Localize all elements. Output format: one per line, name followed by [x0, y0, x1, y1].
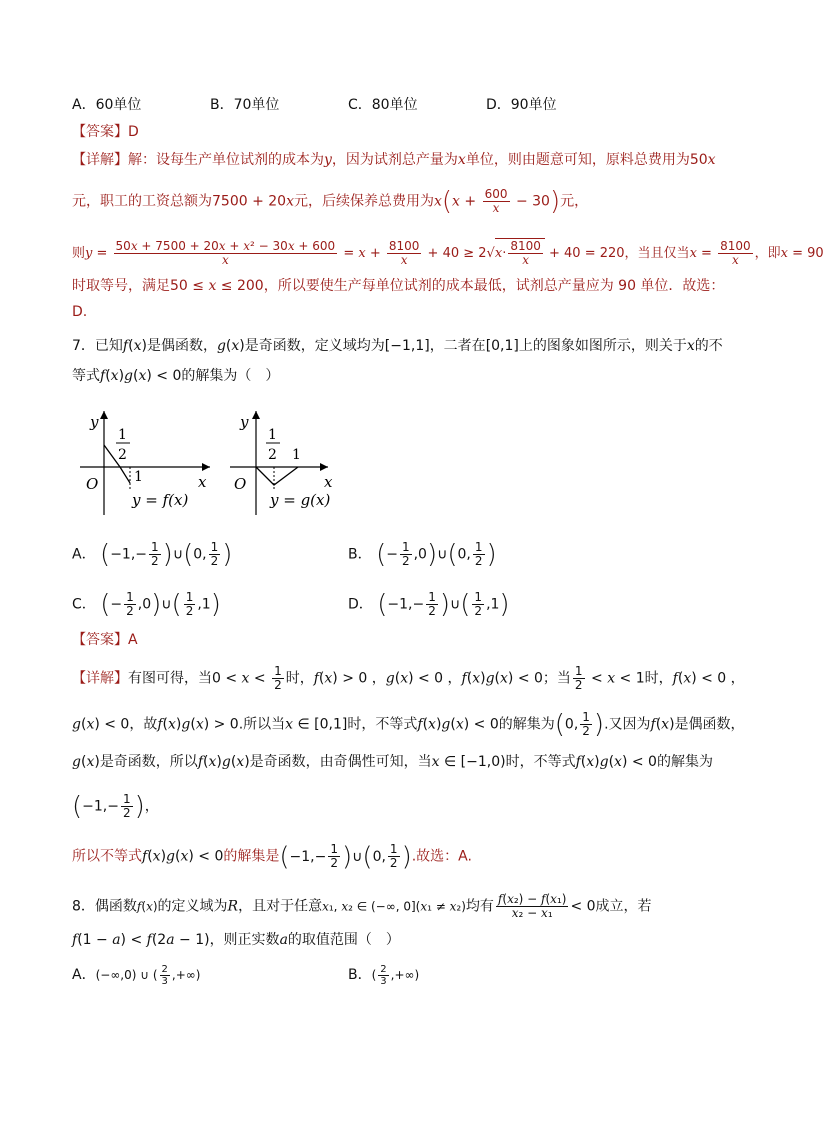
q7-detail-line-4: (−1,− $\frac{1}{2}$ )，: [72, 791, 159, 822]
q8-option-a: A．(−∞,0) ∪ ( $\frac{2}{3}$ ,+∞): [72, 964, 201, 987]
svg-text:O: O: [86, 475, 99, 493]
graph-g-label: y = g(x): [270, 491, 331, 509]
detail-text: ；当: [542, 670, 571, 687]
detail-text: 是奇函数，所以: [99, 754, 198, 770]
svg-text:1: 1: [292, 447, 301, 463]
detail-text: 的解集为: [498, 716, 555, 733]
detail-text: 时，: [644, 670, 673, 687]
detail-text: 时，不等式: [347, 716, 418, 733]
stem-text: 上的图象如图所示，则关于: [518, 338, 687, 354]
q6-detail-line-4: 时取等号，满足50 ≤ x ≤ 200，所以要使生产每单位试剂的成本最低，试剂总产量应为 90 单位．故选：: [72, 278, 725, 294]
q7-option-b: B． (− $\frac{1}{2}$ ,0)∪(0, $\frac{1}{2}$ ): [348, 539, 497, 570]
answer-tag: 【答案】: [72, 632, 128, 648]
detail-text: .故选：A.: [411, 848, 472, 865]
stem-text: 8．偶函数: [72, 898, 137, 915]
option-label: A．: [72, 967, 96, 983]
q8-stem-line-1: 8．偶函数f(x)的定义域为R，且对于任意x₁, x₂ ∈ (−∞, 0](x₁ ≠ x₂)均有 $\frac{\text{f(x₂) − f(x₁)}}{\text{x₂ − x₁}}$ < 0成立，若: [72, 892, 652, 920]
svg-text:y: y: [240, 413, 249, 431]
detail-text: 有图可得，当: [128, 670, 212, 687]
svg-text:O: O: [234, 475, 247, 493]
detail-text: 元，后续保养总费用为: [293, 193, 434, 210]
stem-text: 成立，若: [595, 898, 652, 915]
q7-stem-line-2: 等式f(x)g(x) < 0的解集为（ ）: [72, 368, 280, 384]
graph-f: [76, 405, 216, 520]
detail-text: 的解集为: [656, 754, 713, 770]
detail-text: 是偶函数，: [674, 716, 745, 733]
detail-text: ，因为试剂总产量为: [331, 152, 458, 168]
q6-detail-line-5: D.: [72, 304, 88, 320]
q7-stem-line-1: 7．已知f(x)是偶函数，g(x)是奇函数，定义域均为[−1,1]，二者在[0,1]上的图象如图所示，则关于x的不: [72, 338, 723, 354]
detail-text: 单位，则由题意可知，原料总费用为: [465, 152, 690, 168]
stem-text: 的解集为（ ）: [181, 368, 280, 384]
stem-text: 是偶函数，: [146, 338, 217, 354]
q6-option-a: A．60单位: [72, 97, 142, 113]
q6-option-b: B．70单位: [210, 97, 280, 113]
stem-text: ，则正实数: [209, 932, 280, 948]
q6-option-c: C．80单位: [348, 97, 418, 113]
answer-value: A: [128, 632, 138, 648]
q6-detail-line-2: 元，职工的工资总额为7500 + 20x元，后续保养总费用为x(x + $\frac{600}{x}$ − 30)元，: [72, 186, 589, 217]
answer-tag: 【答案】: [72, 124, 128, 140]
detail-text: 时，不等式: [505, 754, 576, 770]
detail-text: 是奇函数，由奇偶性可知，当: [249, 754, 432, 770]
q6-detail-line-1: 【详解】解：设每生产单位试剂的成本为y，因为试剂总产量为x单位，则由题意可知，原料总费用为50x: [72, 152, 716, 168]
q6-option-d: D．90单位: [486, 97, 557, 113]
q7-answer: [72, 630, 138, 650]
stem-text: 是奇函数，定义域均为: [244, 338, 385, 354]
option-label: B．: [348, 967, 372, 983]
detail-text: 所以不等式: [72, 848, 142, 865]
q7-detail-line-3: g(x)是奇函数，所以f(x)g(x)是奇函数，由奇偶性可知，当x ∈ [−1,0)时，不等式f(x)g(x) < 0的解集为: [72, 754, 713, 770]
svg-text:x: x: [198, 473, 207, 491]
stem-text: 均有: [465, 898, 494, 915]
q7-detail-line-5: 所以不等式f(x)g(x) < 0的解集是(−1,− $\frac{1}{2}$ )∪(0, $\frac{1}{2}$ ).故选：A.: [72, 841, 472, 872]
detail-text: ，当且仅当: [624, 246, 690, 261]
stem-text: 的不: [694, 338, 723, 354]
detail-text: 时取等号，满足: [72, 278, 170, 294]
q8-option-b: B．( $\frac{2}{3}$ ,+∞): [348, 964, 420, 987]
q6-detail-line-3: 则y = $\frac{\text{50x + 7500 + 20x + x² − 30x + 600}}{x}$ = x + $\frac{8100}{x}$ + 40 ≥ 2√x· $\frac{8100}{x}$ + 40 = 220，当且仅当x = $\frac{8100}{x}$ ，即x = 90: [72, 239, 824, 267]
detail-text: 则: [72, 246, 86, 261]
q7-detail-line-2: g(x) < 0，故f(x)g(x) > 0.所以当x ∈ [0,1]时，不等式f(x)g(x) < 0的解集为(0, $\frac{1}{2}$ ).又因为f(x)是偶函数，: [72, 709, 745, 740]
svg-text:1: 1: [134, 469, 143, 485]
stem-text: ，二者在: [429, 338, 486, 354]
detail-text: 解：设每生产单位试剂的成本为: [128, 152, 324, 168]
svg-text:x: x: [324, 473, 333, 491]
detail-text: ，所以要使生产每单位试剂的成本最低，试剂总产量应为 90 单位．故选：: [263, 278, 725, 294]
stem-text: ，且对于任意: [238, 898, 323, 915]
svg-text:2: 2: [118, 447, 127, 463]
q6-answer: [72, 122, 139, 142]
q7-option-a: A． (−1,− $\frac{1}{2}$ )∪(0, $\frac{1}{2}$ ): [72, 539, 233, 570]
detail-text: 元，职工的工资总额为: [72, 193, 212, 210]
detail-tag: 【详解】: [72, 670, 128, 687]
stem-text: 7．已知: [72, 338, 123, 354]
svg-text:1: 1: [268, 427, 277, 443]
detail-tag: 【详解】: [72, 152, 128, 168]
svg-text:y: y: [90, 413, 99, 431]
q8-stem-line-2: f(1 − a) < f(2a − 1)，则正实数a的取值范围（ ）: [72, 932, 400, 948]
q7-option-d: D． (−1,− $\frac{1}{2}$ )∪( $\frac{1}{2}$ ,1): [348, 589, 510, 620]
stem-text: 等式: [72, 368, 100, 384]
detail-text: .所以当: [238, 716, 286, 733]
graph-f-label: y = f(x): [132, 491, 189, 509]
graph-g: [228, 405, 346, 520]
svg-text:2: 2: [268, 447, 277, 463]
detail-text: ，即: [754, 246, 781, 261]
q7-option-c: C． (− $\frac{1}{2}$ ,0)∪( $\frac{1}{2}$ ,1): [72, 589, 221, 620]
detail-text: ，故: [129, 716, 158, 733]
detail-text: 的解集是: [223, 848, 280, 865]
answer-value: D: [128, 124, 139, 140]
svg-text:1: 1: [118, 427, 127, 443]
detail-text: .又因为: [604, 716, 651, 733]
stem-text: 的定义域为: [157, 898, 228, 915]
stem-text: 的取值范围（ ）: [287, 932, 400, 948]
detail-text: 元，: [560, 193, 589, 210]
q7-detail-line-1: 【详解】有图可得，当0 < x < $\frac{1}{2}$ 时，f(x) > 0 ，g(x) < 0 ，f(x)g(x) < 0；当 $\frac{1}{2}$ < x < 1时，f(x) < 0 ，: [72, 664, 745, 692]
detail-text: 时，: [285, 670, 314, 687]
